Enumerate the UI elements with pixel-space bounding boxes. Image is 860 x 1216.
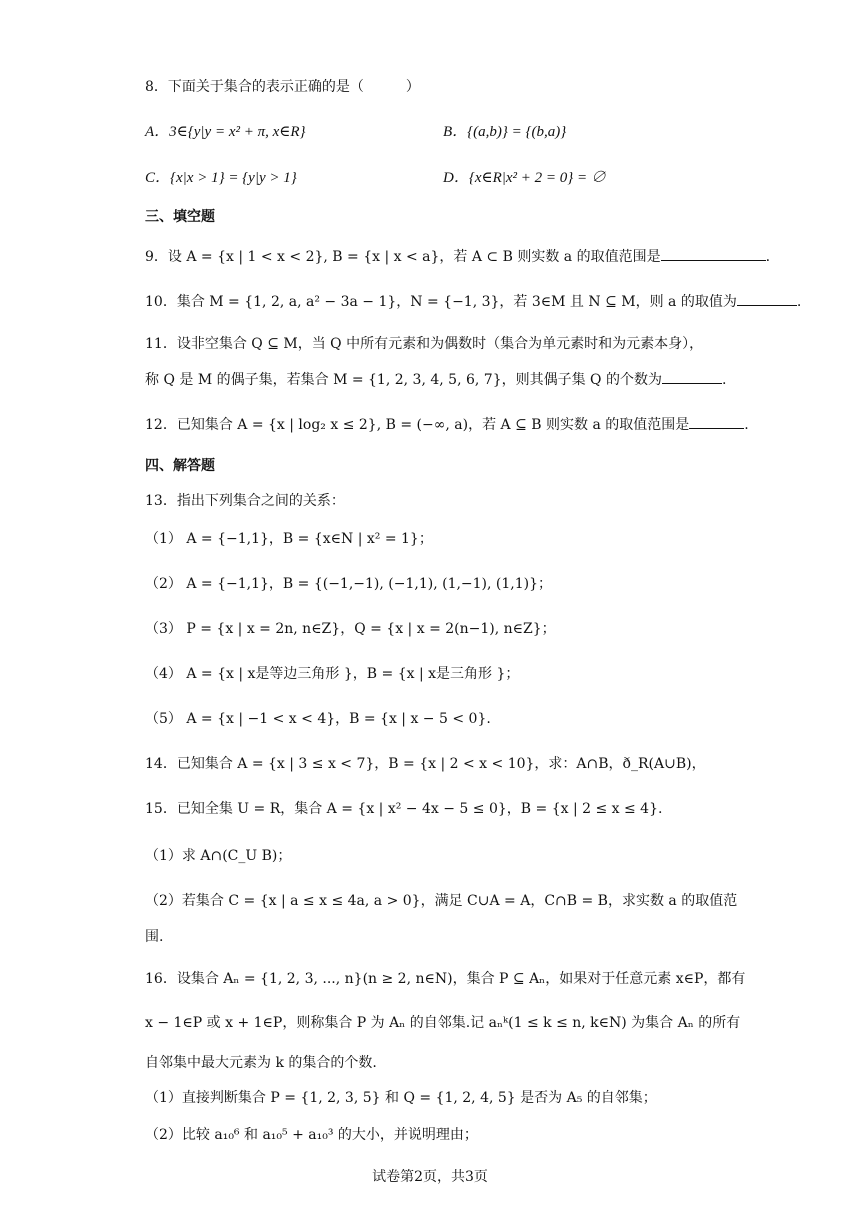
q13-item-2: （2） A = {−1,1}，B = {(−1,−1), (−1,1), (1,−1), (1,1)}；: [145, 576, 553, 592]
answer-blank: [737, 291, 797, 306]
q16-line-1: 16．设集合 Aₙ = {1, 2, 3, ..., n}(n ≥ 2, n∈N)，集合 P ⊆ Aₙ，如果对于任意元素 x∈P，都有: [145, 971, 746, 987]
q12-text: 12．已知集合 A = {x | log₂ x ≤ 2}, B = (−∞, a)，若 A ⊆ B 则实数 a 的取值范围是: [145, 417, 690, 433]
q16-part-2: （2）比较 a₁₀⁶ 和 a₁₀⁵ + a₁₀³ 的大小，并说明理由；: [145, 1127, 478, 1143]
q10: 10．集合 M = {1, 2, a, a² − 3a − 1}，N = {−1, 3}，若 3∈M 且 N ⊆ M，则 a 的取值为 .: [145, 291, 720, 313]
q16-line-3: 自邻集中最大元素为 k 的集合的个数.: [145, 1055, 377, 1071]
q15-part-1: （1）求 A∩(C_U B)；: [145, 848, 292, 864]
q11-line-2: 称 Q 是 M 的偶子集，若集合 M = {1, 2, 3, 4, 5, 6, 7}，则其偶子集 Q 的个数为 .: [145, 369, 720, 391]
q13-item-5: （5） A = {x | −1 < x < 4}，B = {x | x − 5 < 0}.: [145, 711, 491, 727]
q16-part-1: （1）直接判断集合 P = {1, 2, 3, 5} 和 Q = {1, 2, 4, 5} 是否为 A₅ 的自邻集；: [145, 1090, 657, 1106]
answer-blank: [689, 414, 744, 429]
q15-stem: 15．已知全集 U = R，集合 A = {x | x² − 4x − 5 ≤ 0}，B = {x | 2 ≤ x ≤ 4}.: [145, 801, 663, 817]
q11-line-1: 11．设非空集合 Q ⊆ M，当 Q 中所有元素和为偶数时（集合为单元素时和为元素本身），: [145, 336, 704, 352]
answer-blank: [661, 246, 766, 261]
q12: 12．已知集合 A = {x | log₂ x ≤ 2}, B = (−∞, a)，若 A ⊆ B 则实数 a 的取值范围是 .: [145, 414, 720, 436]
q8-stem: 8．下面关于集合的表示正确的是（ ）: [145, 79, 420, 95]
q14: 14．已知集合 A = {x | 3 ≤ x < 7}，B = {x | 2 < x < 10}，求：A∩B，ð_R(A∪B)，: [145, 756, 706, 772]
q8-option-a: A．3∈{y|y = x² + π, x∈R}: [145, 124, 306, 140]
q9: 9．设 A = {x | 1 < x < 2}, B = {x | x < a}，若 A ⊂ B 则实数 a 的取值范围是 .: [145, 246, 720, 268]
q15-part-2-line-1: （2）若集合 C = {x | a ≤ x ≤ 4a, a > 0}，满足 C∪A = A，C∩B = B，求实数 a 的取值范: [145, 893, 738, 909]
q10-text: 10．集合 M = {1, 2, a, a² − 3a − 1}，N = {−1, 3}，若 3∈M 且 N ⊆ M，则 a 的取值为: [145, 294, 737, 310]
q8-option-b: B．{(a,b)} = {(b,a)}: [443, 124, 567, 140]
q13-item-1: （1） A = {−1,1}，B = {x∈N | x² = 1}；: [145, 531, 433, 547]
q13-item-4: （4） A = {x | x是等边三角形 }，B = {x | x是三角形 }；: [145, 666, 520, 682]
page-footer: 试卷第2页，共3页: [372, 1169, 488, 1185]
q15-part-2-line-2: 围.: [145, 929, 164, 945]
section-3-heading: 三、填空题: [145, 209, 215, 225]
answer-blank: [662, 369, 722, 384]
q11-text: 称 Q 是 M 的偶子集，若集合 M = {1, 2, 3, 4, 5, 6, 7}，则其偶子集 Q 的个数为: [145, 372, 662, 388]
q13-item-3: （3） P = {x | x = 2n, n∈Z}，Q = {x | x = 2(n−1), n∈Z}；: [145, 621, 556, 637]
q16-line-2: x − 1∈P 或 x + 1∈P，则称集合 P 为 Aₙ 的自邻集.记 aₙᵏ(1 ≤ k ≤ n, k∈N) 为集合 Aₙ 的所有: [145, 1015, 741, 1031]
q8-option-c: C．{x|x > 1} = {y|y > 1}: [145, 170, 297, 186]
q9-text: 9．设 A = {x | 1 < x < 2}, B = {x | x < a}，若 A ⊂ B 则实数 a 的取值范围是: [145, 249, 661, 265]
q8-option-d: D．{x∈R|x² + 2 = 0} = ∅: [443, 170, 606, 186]
q13-stem: 13．指出下列集合之间的关系：: [145, 493, 345, 509]
section-4-heading: 四、解答题: [145, 458, 215, 474]
